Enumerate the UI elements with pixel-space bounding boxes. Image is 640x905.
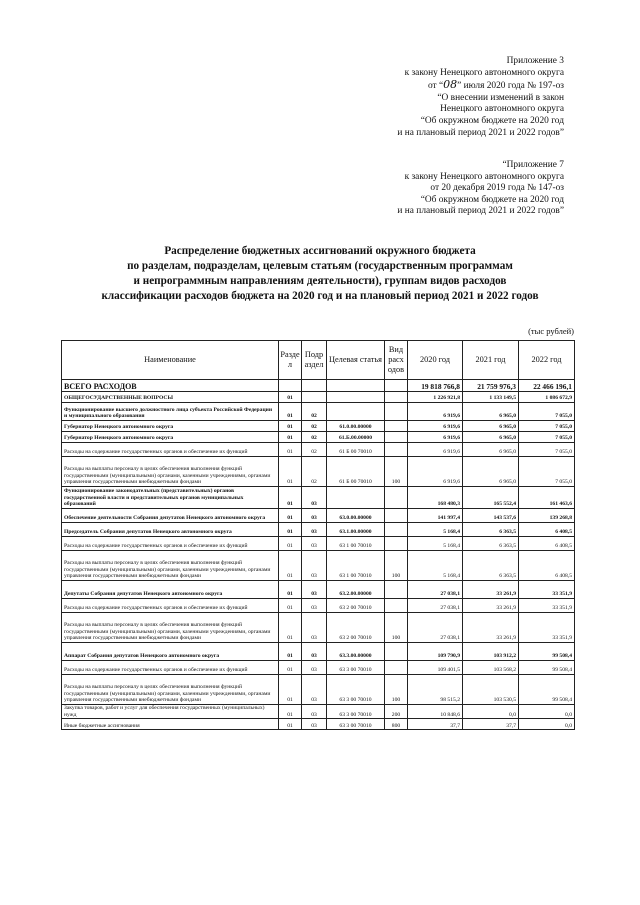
cell-y2021: 6 363,5	[463, 551, 519, 581]
cell-y2022: 7 055,0	[519, 403, 575, 421]
cell-y2022: 139 268,8	[519, 509, 575, 523]
cell-y2020: 1 226 921,8	[408, 392, 463, 403]
cell-y2021: 103 568,2	[463, 661, 519, 675]
cell-rz: 01	[279, 432, 302, 443]
cell-rz: 01	[279, 643, 302, 661]
cell-cs: 63 3 00 70010	[327, 719, 385, 730]
cell-pr: 03	[302, 719, 327, 730]
cell-cs: 61.0.00.00000	[327, 421, 385, 432]
table-row	[62, 675, 575, 705]
table-row	[62, 380, 575, 392]
cell-cs: 63 1 00 70010	[327, 537, 385, 551]
cell-pr: 03	[302, 643, 327, 661]
cell-cs: 63 1 00 70010	[327, 551, 385, 581]
cell-cs: 63.1.00.00000	[327, 523, 385, 537]
handwritten-day: 08	[443, 78, 458, 92]
cell-vr	[385, 487, 408, 509]
cell-pr: 02	[302, 457, 327, 487]
cell-y2020: 27 038,1	[408, 581, 463, 599]
cell-rz: 01	[279, 581, 302, 599]
cell-pr: 02	[302, 432, 327, 443]
cell-pr: 03	[302, 509, 327, 523]
cell-vr	[385, 432, 408, 443]
cell-y2020: 5 168,4	[408, 551, 463, 581]
header-razdel: Разде л	[279, 341, 302, 380]
cell-y2021: 33 261,9	[463, 613, 519, 643]
cell-pr: 03	[302, 551, 327, 581]
appendix-3-date	[397, 79, 564, 93]
appendix-3-law: к закону Ненецкого автономного округа	[404, 67, 564, 78]
cell-y2021: 33 261,9	[463, 599, 519, 613]
cell-pr: 02	[302, 403, 327, 421]
cell-name: Обеспечение деятельности Собрания депутатов Ненецкого автономного округа	[62, 509, 279, 523]
cell-vr	[385, 523, 408, 537]
cell-y2022: 22 466 196,1	[519, 380, 575, 392]
cell-pr	[302, 392, 327, 403]
cell-y2021: 165 552,4	[463, 487, 519, 509]
cell-y2022: 99 508,4	[519, 661, 575, 675]
cell-name: Расходы на содержание государственных органов и обеспечение их функций	[62, 443, 279, 457]
cell-y2021: 103 530,5	[463, 675, 519, 705]
cell-name: Закупка товаров, работ и услуг для обеспечения государственных (муниципальных) нужд	[62, 705, 279, 719]
cell-y2021: 33 261,9	[463, 581, 519, 599]
cell-y2020: 10 848,6	[408, 705, 463, 719]
cell-y2021: 103 912,2	[463, 643, 519, 661]
cell-y2020: 27 038,1	[408, 599, 463, 613]
cell-name: Председатель Собрания депутатов Ненецкого автономного округа	[62, 523, 279, 537]
date-suffix: ” июля 2020 года № 197-оз	[457, 81, 564, 92]
cell-y2021: 6 965,0	[463, 457, 519, 487]
cell-y2020: 6 919,6	[408, 432, 463, 443]
date-prefix: от “	[427, 81, 444, 92]
cell-vr	[385, 403, 408, 421]
cell-y2022: 7 055,0	[519, 432, 575, 443]
cell-pr: 03	[302, 581, 327, 599]
title-line: и непрограммным направлениям деятельности), группам видов расходов	[133, 275, 507, 287]
appendix-7-title: “Приложение 7	[502, 160, 564, 170]
cell-pr: 03	[302, 487, 327, 509]
cell-vr: 100	[385, 551, 408, 581]
cell-y2020: 168 480,3	[408, 487, 463, 509]
appendix-7-header	[397, 160, 564, 218]
cell-vr	[385, 421, 408, 432]
table-row	[62, 661, 575, 675]
cell-rz: 01	[279, 421, 302, 432]
units-label: (тыс рублей)	[528, 326, 574, 336]
appendix-3-line: “О внесении изменений в закон	[437, 92, 564, 103]
cell-name: Расходы на содержание государственных органов и обеспечение их функций	[62, 537, 279, 551]
cell-rz: 01	[279, 457, 302, 487]
cell-vr	[385, 537, 408, 551]
cell-y2022: 7 055,0	[519, 421, 575, 432]
cell-name: Губернатор Ненецкого автономного округа	[62, 421, 279, 432]
cell-rz: 01	[279, 661, 302, 675]
cell-rz: 01	[279, 705, 302, 719]
cell-rz: 01	[279, 599, 302, 613]
cell-y2022: 6 408,5	[519, 523, 575, 537]
appendix-3-line: Ненецкого автономного округа	[440, 104, 564, 115]
title-line: классификации расходов бюджета на 2020 год и на плановый период 2021 и 2022 годов	[101, 290, 539, 302]
cell-rz: 01	[279, 443, 302, 457]
appendix-3-line: и на плановый период 2021 и 2022 годов”	[397, 127, 564, 138]
cell-rz: 01	[279, 551, 302, 581]
table-row	[62, 537, 575, 551]
cell-y2020: 109 790,9	[408, 643, 463, 661]
cell-pr: 02	[302, 443, 327, 457]
cell-vr: 800	[385, 719, 408, 730]
title-line: по разделам, подразделам, целевым статьям (государственным программам	[127, 260, 513, 272]
table-row	[62, 487, 575, 509]
cell-y2020: 98 515,2	[408, 675, 463, 705]
table-header-row	[62, 341, 575, 380]
cell-name: Расходы на выплаты персоналу в целях обеспечения выполнения функций государственными (муниципальными) органами, казенными учреждениями, органами управления государственными внебюджетными фондами	[62, 551, 279, 581]
table-row	[62, 705, 575, 719]
cell-name: Депутаты Собрания депутатов Ненецкого автономного округа	[62, 581, 279, 599]
cell-y2022: 161 463,6	[519, 487, 575, 509]
appendix-3-line: “Об окружном бюджете на 2020 год	[420, 115, 564, 126]
cell-y2022: 1 086 672,9	[519, 392, 575, 403]
cell-name: Расходы на содержание государственных органов и обеспечение их функций	[62, 661, 279, 675]
cell-rz: 01	[279, 613, 302, 643]
header-name: Наименование	[62, 341, 279, 380]
cell-name: Аппарат Собрания депутатов Ненецкого автономного округа	[62, 643, 279, 661]
cell-name: Расходы на выплаты персоналу в целях обеспечения выполнения функций государственными (муниципальными) органами, казенными учреждениями, органами управления государственными внебюджетными фондами	[62, 675, 279, 705]
table-row	[62, 421, 575, 432]
table-row	[62, 599, 575, 613]
table-row	[62, 392, 575, 403]
cell-y2020: 109 401,5	[408, 661, 463, 675]
cell-y2021: 0,0	[463, 705, 519, 719]
cell-name: Иные бюджетные ассигнования	[62, 719, 279, 730]
cell-cs: 61 Б 00 70010	[327, 443, 385, 457]
cell-pr: 03	[302, 705, 327, 719]
appendix-7-line: от 20 декабря 2019 года № 147-оз	[430, 183, 564, 194]
cell-y2022: 7 055,0	[519, 457, 575, 487]
header-vid: Вид расх одов	[385, 341, 408, 380]
cell-name: Губернатор Ненецкого автономного округа	[62, 432, 279, 443]
appendix-7-line: и на плановый период 2021 и 2022 годов”	[397, 206, 564, 217]
cell-vr	[385, 599, 408, 613]
cell-vr	[385, 509, 408, 523]
cell-y2021: 6 965,0	[463, 403, 519, 421]
cell-rz: 01	[279, 392, 302, 403]
cell-vr	[385, 443, 408, 457]
cell-y2020: 37,7	[408, 719, 463, 730]
appendix-3-title: Приложение 3	[506, 56, 564, 66]
table-row	[62, 643, 575, 661]
cell-cs: 63 3 00 70010	[327, 705, 385, 719]
cell-rz: 01	[279, 719, 302, 730]
budget-table	[61, 340, 575, 730]
cell-y2022: 6 408,5	[519, 551, 575, 581]
cell-y2020: 27 038,1	[408, 613, 463, 643]
header-target: Целевая статья	[327, 341, 385, 380]
cell-rz: 01	[279, 509, 302, 523]
cell-pr: 03	[302, 599, 327, 613]
cell-rz: 01	[279, 403, 302, 421]
table-row	[62, 403, 575, 421]
header-podrazdel: Подр аздел	[302, 341, 327, 380]
appendix-3-header	[397, 56, 564, 139]
cell-y2020: 6 919,6	[408, 421, 463, 432]
cell-y2022: 0,0	[519, 705, 575, 719]
table-row	[62, 432, 575, 443]
cell-y2021: 143 537,6	[463, 509, 519, 523]
cell-vr: 100	[385, 613, 408, 643]
table-row	[62, 509, 575, 523]
cell-y2021: 6 363,5	[463, 537, 519, 551]
cell-pr	[302, 380, 327, 392]
table-row	[62, 581, 575, 599]
cell-y2020: 5 168,4	[408, 537, 463, 551]
cell-name: ОБЩЕГОСУДАРСТВЕННЫЕ ВОПРОСЫ	[62, 392, 279, 403]
table-body	[62, 380, 575, 730]
cell-vr: 100	[385, 457, 408, 487]
cell-cs: 63 2 00 70010	[327, 599, 385, 613]
table-row	[62, 523, 575, 537]
table-row	[62, 719, 575, 730]
cell-name: Расходы на содержание государственных органов и обеспечение их функций	[62, 599, 279, 613]
document-title	[60, 244, 580, 304]
cell-cs: 63.0.00.00000	[327, 509, 385, 523]
cell-vr	[385, 380, 408, 392]
cell-rz: 01	[279, 537, 302, 551]
cell-y2022: 0,0	[519, 719, 575, 730]
cell-name: Функционирование законодательных (представительных) органов государственной власти и представительных органов муниципальных образований	[62, 487, 279, 509]
table-row	[62, 551, 575, 581]
cell-cs: 63.2.00.00000	[327, 581, 385, 599]
cell-y2020: 6 919,6	[408, 443, 463, 457]
header-2020: 2020 год	[408, 341, 463, 380]
cell-y2022: 33 351,9	[519, 599, 575, 613]
cell-cs	[327, 487, 385, 509]
table-row	[62, 457, 575, 487]
cell-cs: 63 3 00 70010	[327, 675, 385, 705]
cell-vr	[385, 581, 408, 599]
cell-vr	[385, 392, 408, 403]
cell-cs	[327, 380, 385, 392]
cell-y2021: 21 759 976,3	[463, 380, 519, 392]
cell-y2022: 33 351,9	[519, 581, 575, 599]
cell-y2022: 6 408,5	[519, 537, 575, 551]
cell-y2021: 6 363,5	[463, 523, 519, 537]
cell-y2021: 6 965,0	[463, 432, 519, 443]
cell-y2022: 99 508,4	[519, 675, 575, 705]
appendix-7-line: “Об окружном бюджете на 2020 год	[420, 194, 564, 205]
cell-rz: 01	[279, 675, 302, 705]
cell-y2021: 6 965,0	[463, 421, 519, 432]
cell-y2021: 6 965,0	[463, 443, 519, 457]
cell-y2020: 141 997,4	[408, 509, 463, 523]
cell-pr: 02	[302, 421, 327, 432]
cell-y2020: 6 919,6	[408, 403, 463, 421]
cell-y2021: 37,7	[463, 719, 519, 730]
cell-vr	[385, 643, 408, 661]
cell-name: Функционирование высшего должностного лица субъекта Российской Федерации и муниципального образования	[62, 403, 279, 421]
cell-vr	[385, 661, 408, 675]
cell-cs: 63.3.00.00000	[327, 643, 385, 661]
cell-cs	[327, 403, 385, 421]
cell-cs: 63 2 00 70010	[327, 613, 385, 643]
cell-rz	[279, 380, 302, 392]
cell-name: Расходы на выплаты персоналу в целях обеспечения выполнения функций государственными (муниципальными) органами, казенными учреждениями, органами управления государственными внебюджетными фондами	[62, 613, 279, 643]
cell-rz: 01	[279, 523, 302, 537]
table-row	[62, 613, 575, 643]
table-row	[62, 443, 575, 457]
cell-y2022: 99 508,4	[519, 643, 575, 661]
cell-cs	[327, 392, 385, 403]
header-2021: 2021 год	[463, 341, 519, 380]
cell-y2022: 7 055,0	[519, 443, 575, 457]
cell-y2020: 6 919,6	[408, 457, 463, 487]
cell-name: Расходы на выплаты персоналу в целях обеспечения выполнения функций государственными (муниципальными) органами, казенными учреждениями, органами управления государственными внебюджетными фондами	[62, 457, 279, 487]
cell-cs: 61 Б 00 70010	[327, 457, 385, 487]
cell-pr: 03	[302, 523, 327, 537]
cell-y2021: 1 133 149,5	[463, 392, 519, 403]
cell-rz: 01	[279, 487, 302, 509]
cell-name: ВСЕГО РАСХОДОВ	[62, 380, 279, 392]
cell-pr: 03	[302, 537, 327, 551]
title-line: Распределение бюджетных ассигнований окружного бюджета	[164, 245, 476, 257]
cell-pr: 03	[302, 661, 327, 675]
header-2022: 2022 год	[519, 341, 575, 380]
cell-pr: 03	[302, 613, 327, 643]
cell-pr: 03	[302, 675, 327, 705]
cell-vr: 100	[385, 675, 408, 705]
cell-y2020: 19 818 766,8	[408, 380, 463, 392]
cell-cs: 61.Б.00.00000	[327, 432, 385, 443]
cell-cs: 63 3 00 70010	[327, 661, 385, 675]
appendix-7-line: к закону Ненецкого автономного округа	[404, 171, 564, 182]
cell-vr: 200	[385, 705, 408, 719]
cell-y2020: 5 168,4	[408, 523, 463, 537]
cell-y2022: 33 351,9	[519, 613, 575, 643]
